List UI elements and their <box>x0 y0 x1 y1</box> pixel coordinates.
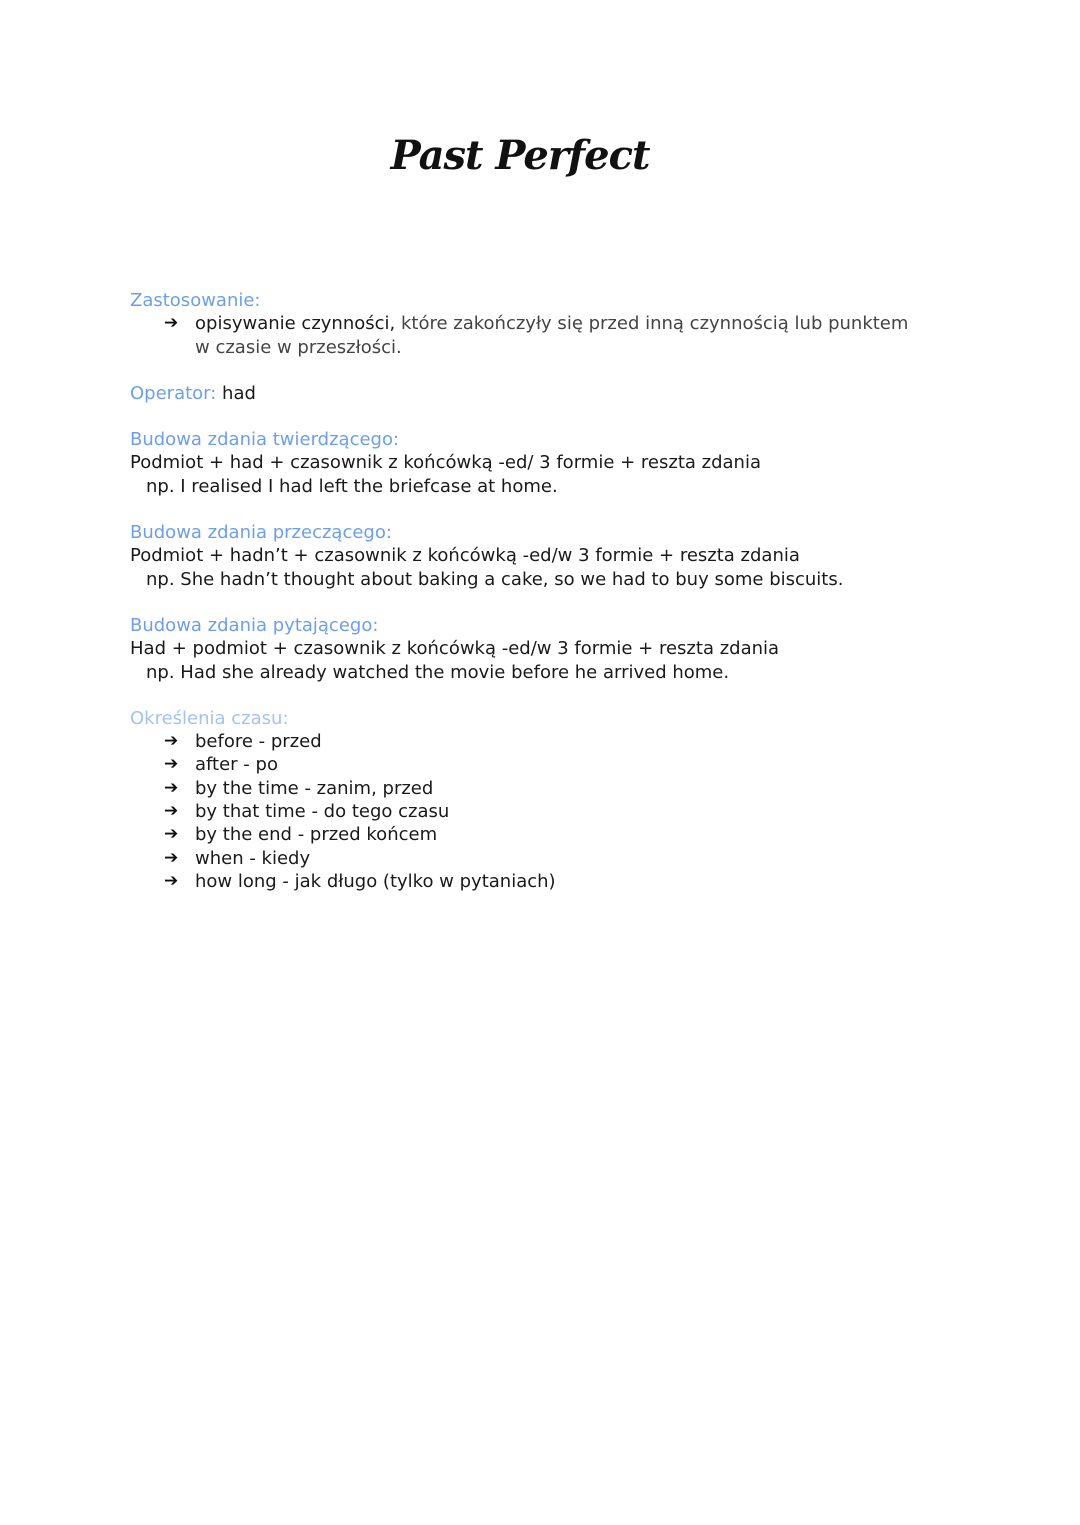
formula-pytajace: Had + podmiot + czasownik z końcówką -ed/w 3 formie + reszta zdania <box>130 638 780 660</box>
section-label-okreslenia: Określenia czasu: <box>130 707 289 729</box>
list-item <box>164 753 990 776</box>
zastosowanie-bullet-part2: które zakończyły się przed inną czynnością lub punktem <box>395 313 909 335</box>
list-item <box>164 823 990 846</box>
example-pytajace: np. Had she already watched the movie before he arrived home. <box>146 661 730 683</box>
section-twierdzace <box>130 428 990 498</box>
section-przeczace <box>130 521 990 591</box>
list-item <box>164 730 990 753</box>
section-label-przeczace: Budowa zdania przeczącego: <box>130 522 392 544</box>
list-item <box>164 777 990 800</box>
section-label-twierdzace: Budowa zdania twierdzącego: <box>130 429 400 451</box>
zastosowanie-list <box>130 312 990 359</box>
formula-przeczace: Podmiot + hadn’t + czasownik z końcówką -ed/w 3 formie + reszta zdania <box>130 545 800 567</box>
document-body <box>130 289 990 916</box>
zastosowanie-bullet-part1: opisywanie czynności, <box>195 313 396 335</box>
section-zastosowanie <box>130 289 990 359</box>
okreslenia-list <box>130 730 990 893</box>
list-item-text: before - przed <box>195 731 322 753</box>
list-item-text: by that time - do tego czasu <box>195 801 450 823</box>
section-okreslenia <box>130 707 990 893</box>
arrow-right-icon: ➔ <box>164 754 179 775</box>
arrow-right-icon: ➔ <box>164 847 179 868</box>
arrow-right-icon: ➔ <box>164 824 179 845</box>
section-label-zastosowanie: Zastosowanie: <box>130 290 261 311</box>
list-item-text: how long - jak długo (tylko w pytaniach) <box>195 870 556 892</box>
page-title: Past Perfect <box>390 132 650 179</box>
section-label-operator: Operator: <box>130 382 217 404</box>
arrow-right-icon: ➔ <box>164 801 179 822</box>
example-twierdzace: np. I realised I had left the briefcase at home. <box>146 475 558 497</box>
list-item-text: by the time - zanim, przed <box>195 777 434 799</box>
arrow-right-icon: ➔ <box>164 313 179 334</box>
list-item-text: when - kiedy <box>195 847 311 869</box>
list-item <box>164 847 990 870</box>
section-pytajace <box>130 614 990 684</box>
list-item <box>164 870 990 893</box>
list-item <box>164 312 990 359</box>
example-przeczace: np. She hadn’t thought about baking a cake, so we had to buy some biscuits. <box>146 568 844 590</box>
arrow-right-icon: ➔ <box>164 870 179 891</box>
arrow-right-icon: ➔ <box>164 777 179 798</box>
operator-value: had <box>216 382 256 404</box>
arrow-right-icon: ➔ <box>164 731 179 752</box>
list-item-text: after - po <box>195 754 278 776</box>
list-item-text: by the end - przed końcem <box>195 824 438 846</box>
formula-twierdzace: Podmiot + had + czasownik z końcówką -ed/ 3 formie + reszta zdania <box>130 452 761 474</box>
zastosowanie-bullet-line2: w czasie w przeszłości. <box>195 336 402 358</box>
section-operator <box>130 382 990 405</box>
section-label-pytajace: Budowa zdania pytającego: <box>130 614 379 636</box>
list-item <box>164 800 990 823</box>
